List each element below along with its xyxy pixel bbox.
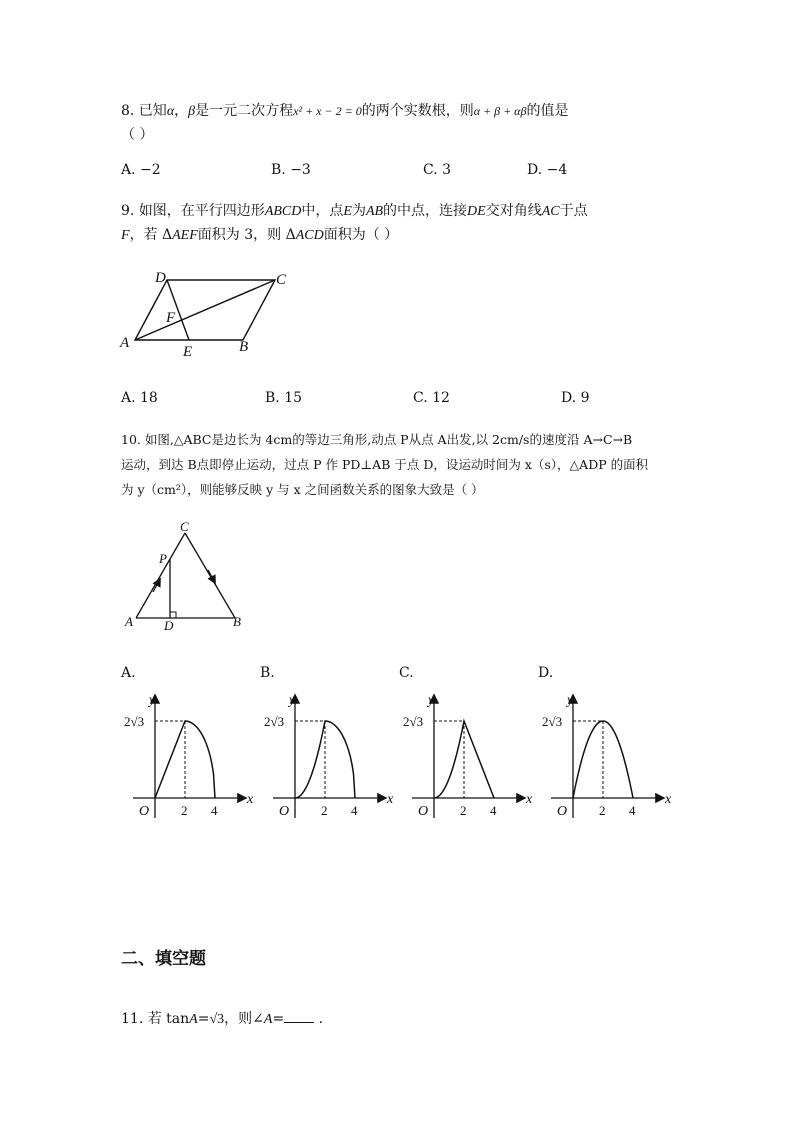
- tick-2-label: 2: [460, 803, 467, 818]
- tick-4-label: 4: [351, 803, 358, 818]
- x-axis-label: x: [247, 792, 254, 807]
- q11-eq2: =: [272, 1011, 285, 1027]
- q11-eq: =: [197, 1011, 210, 1027]
- label-a: A: [120, 335, 130, 351]
- q10-graph-c: [397, 690, 537, 825]
- q9-line2: [121, 224, 398, 244]
- q10-option-d-label: D.: [538, 665, 554, 681]
- tick-2-label: 2: [321, 803, 328, 818]
- q10-graph-a: [118, 690, 258, 825]
- origin-label: O: [139, 804, 150, 819]
- q8-option-d: D. −4: [527, 162, 568, 178]
- x-axis-label: x: [526, 792, 533, 807]
- q8-expression: α + β + αβ: [473, 104, 527, 118]
- q9-option-b: B. 15: [265, 390, 303, 406]
- q9-option-d: D. 9: [561, 390, 590, 406]
- q9-mid3: 的中点，连接: [383, 203, 468, 219]
- q8-beta: β: [188, 104, 196, 119]
- q11-line: [121, 1008, 323, 1028]
- q9-mid1: 中，点: [301, 203, 344, 219]
- q9-parallelogram-figure: [110, 262, 310, 362]
- q9-ac: AC: [541, 204, 560, 219]
- q8-answer-paren: （ ）: [121, 127, 154, 143]
- q9-prefix: 9. 如图，在平行四边形: [121, 203, 265, 219]
- label-b: B: [233, 614, 241, 629]
- q8-mid: 是一元二次方程: [195, 103, 294, 119]
- q11-a: A: [189, 1012, 198, 1027]
- diagonal-ac: [135, 280, 275, 340]
- tick-4-label: 4: [490, 803, 497, 818]
- label-e: E: [183, 344, 193, 360]
- y-axis-label: y: [289, 693, 296, 708]
- tick-2-label: 2: [181, 803, 188, 818]
- tick-4-label: 4: [629, 803, 636, 818]
- label-a: A: [125, 614, 133, 629]
- q8-prefix: 8. 已知: [121, 103, 167, 119]
- q9-acd: ACD: [295, 228, 324, 243]
- q9-option-a: A. 18: [121, 390, 158, 406]
- q9-e: E: [343, 204, 352, 219]
- q9-f: F: [121, 228, 130, 243]
- ymax-label: 2√3: [124, 714, 145, 729]
- q9-option-c: C. 12: [413, 390, 450, 406]
- label-d: D: [164, 618, 174, 633]
- q8-equation: x² + x − 2 = 0: [293, 104, 362, 118]
- ymax-label: 2√3: [542, 714, 563, 729]
- origin-label: O: [279, 804, 290, 819]
- ymax-label: 2√3: [403, 714, 424, 729]
- q10-graph-b: [258, 690, 398, 825]
- arrow-cb: [208, 570, 214, 581]
- q9-de: DE: [467, 204, 486, 219]
- side-cb: [185, 533, 235, 618]
- y-axis-label: y: [567, 693, 574, 708]
- q8-line1: [121, 100, 568, 120]
- q10-option-a-label: A.: [121, 665, 136, 681]
- origin-label: O: [557, 804, 568, 819]
- q9-mid5: 于点: [559, 203, 588, 219]
- q8-comma: ，: [174, 103, 189, 119]
- label-c: C: [180, 519, 189, 534]
- origin-label: O: [418, 804, 429, 819]
- q11-sqrt: √3: [209, 1012, 225, 1027]
- q9-l2a: ，若 Δ: [129, 227, 173, 243]
- tick-4-label: 4: [211, 803, 218, 818]
- q11-end: .: [314, 1011, 324, 1027]
- section-title: 二、填空题: [121, 949, 206, 969]
- q9-l2b: 面积为 3，则 Δ: [197, 227, 296, 243]
- q8-option-b: B. −3: [271, 162, 311, 178]
- q9-l2c: 面积为（ ）: [323, 227, 399, 243]
- q11-answer-blank[interactable]: [284, 1010, 314, 1023]
- side-ac: [136, 533, 185, 618]
- q9-mid4: 交对角线: [485, 203, 542, 219]
- y-axis-label: y: [428, 693, 435, 708]
- label-d: D: [155, 270, 166, 286]
- q8-option-c: C. 3: [423, 162, 452, 178]
- q10-line1: 10. 如图,△ABC是边长为 4cm的等边三角形,动点 P从点 A出发,以 2cm/s的速度沿 A→C→B: [121, 432, 633, 447]
- label-c: C: [276, 272, 287, 288]
- q8-suffix: 的值是: [526, 103, 569, 119]
- q8-mid2: 的两个实数根，则: [361, 103, 474, 119]
- q10-graph-d: [536, 690, 676, 825]
- q8-alpha: α: [166, 104, 175, 119]
- q10-option-c-label: C.: [399, 665, 414, 681]
- tick-2-label: 2: [599, 803, 606, 818]
- q9-line1: [121, 200, 588, 220]
- q11-a2: A: [263, 1012, 273, 1027]
- x-axis-label: x: [665, 792, 672, 807]
- q10-option-b-label: B.: [260, 665, 275, 681]
- x-axis-label: x: [387, 792, 394, 807]
- q11-prefix: 11. 若 tan: [121, 1011, 190, 1027]
- q11-suffix: ，则∠: [224, 1011, 264, 1027]
- q9-aef: AEF: [172, 228, 198, 243]
- q9-abcd: ABCD: [264, 204, 302, 219]
- label-p: P: [159, 551, 167, 566]
- q10-triangle-figure: [118, 518, 253, 633]
- q10-line2: 运动，到达 B点即停止运动，过点 P 作 PD⊥AB 于点 D，设运动时间为 x（s），△ADP 的面积: [121, 457, 649, 472]
- label-b: B: [239, 339, 249, 355]
- y-axis-label: y: [149, 693, 156, 708]
- q8-option-a: A. −2: [121, 162, 161, 178]
- q10-line3: 为 y（cm²），则能够反映 y 与 x 之间函数关系的图象大致是（ ）: [121, 482, 484, 497]
- q9-ab: AB: [365, 204, 384, 219]
- label-f: F: [166, 310, 176, 326]
- ymax-label: 2√3: [264, 714, 285, 729]
- q9-mid2: 为: [351, 203, 366, 219]
